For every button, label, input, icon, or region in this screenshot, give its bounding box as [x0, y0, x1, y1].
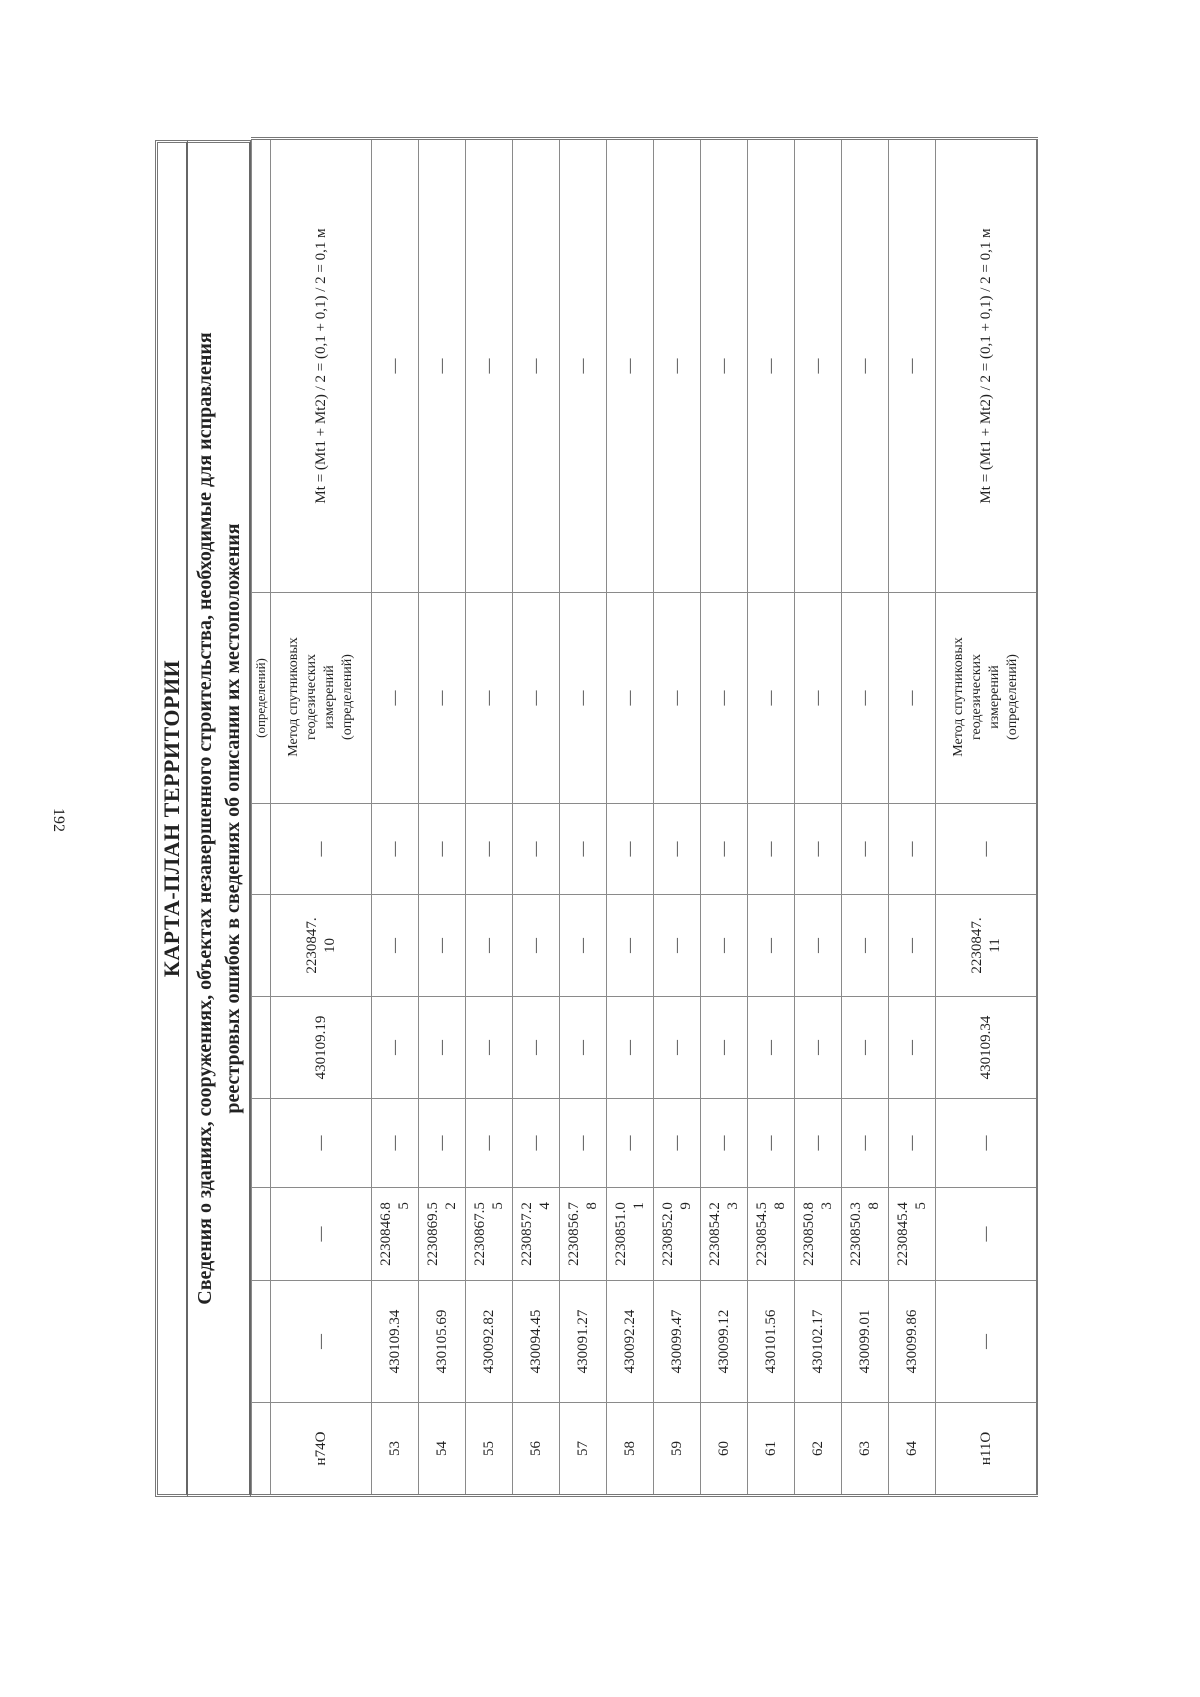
- document-subtitle: [188, 140, 251, 1497]
- col-4: —: [936, 1099, 1038, 1188]
- point-name: н74О: [271, 1403, 372, 1496]
- y-new: 2230847. 10: [271, 895, 372, 997]
- y-old: —: [936, 1188, 1038, 1281]
- table-row: 59 430099.47 2230852.0 9 — — — — — —: [654, 139, 701, 1496]
- method-cell: Метод спутниковых геодезических измерений (определений): [271, 593, 372, 804]
- document-area: [155, 140, 1020, 1497]
- x-new: 430109.34: [936, 997, 1038, 1099]
- x-old: —: [271, 1281, 372, 1403]
- col-7: —: [936, 804, 1038, 895]
- table-row: [271, 139, 372, 1496]
- table-row: 54 430105.69 2230869.5 2 — — — — — —: [419, 139, 466, 1496]
- col-7: —: [271, 804, 372, 895]
- subtitle-line-2: реестровых ошибок в сведениях об описании их местоположения: [221, 523, 244, 1114]
- table-row: 62 430102.17 2230850.8 3 — — — — — —: [795, 139, 842, 1496]
- table-row: 55 430092.82 2230867.5 5 — — — — — —: [466, 139, 513, 1496]
- table-row: [936, 139, 1038, 1496]
- table-row: 64 430099.86 2230845.4 5 — — — — — —: [889, 139, 936, 1496]
- document-title: КАРТА-ПЛАН ТЕРРИТОРИИ: [155, 140, 188, 1497]
- coordinates-table: [251, 137, 1038, 1497]
- col-4: —: [271, 1099, 372, 1188]
- table-row-continuation: [252, 139, 271, 1496]
- table-row: 63 430099.01 2230850.3 8 — — — — — —: [842, 139, 889, 1496]
- table-row: 58 430092.24 2230851.0 1 — — — — — —: [607, 139, 654, 1496]
- accuracy-formula: Mt = (Mt1 + Mt2) / 2 = (0,1 + 0,1) / 2 = 0,1 м: [271, 139, 372, 593]
- page-number: 192: [50, 808, 67, 832]
- table-row: 60 430099.12 2230854.2 3 — — — — — —: [701, 139, 748, 1496]
- method-continuation: (определений): [252, 593, 271, 804]
- y-old: —: [271, 1188, 372, 1281]
- table-row: 57 430091.27 2230856.7 8 — — — — — —: [560, 139, 607, 1496]
- table-row: 53 430109.34 2230846.8 5 — — — — — —: [372, 139, 419, 1496]
- y-new: 2230847. 11: [936, 895, 1038, 997]
- point-name: н11О: [936, 1403, 1038, 1496]
- x-new: 430109.19: [271, 997, 372, 1099]
- method-cell: Метод спутниковых геодезических измерений (определений): [936, 593, 1038, 804]
- rotated-table-sheet: [155, 140, 1020, 1497]
- x-old: —: [936, 1281, 1038, 1403]
- accuracy-formula: Mt = (Mt1 + Mt2) / 2 = (0,1 + 0,1) / 2 = 0,1 м: [936, 139, 1038, 593]
- subtitle-line-1: Сведения о зданиях, сооружениях, объектах незавершенного строительства, необходимые для исправления: [193, 332, 216, 1305]
- table-row: 56 430094.45 2230857.2 4 — — — — — —: [513, 139, 560, 1496]
- table-row: 61 430101.56 2230854.5 8 — — — — — —: [748, 139, 795, 1496]
